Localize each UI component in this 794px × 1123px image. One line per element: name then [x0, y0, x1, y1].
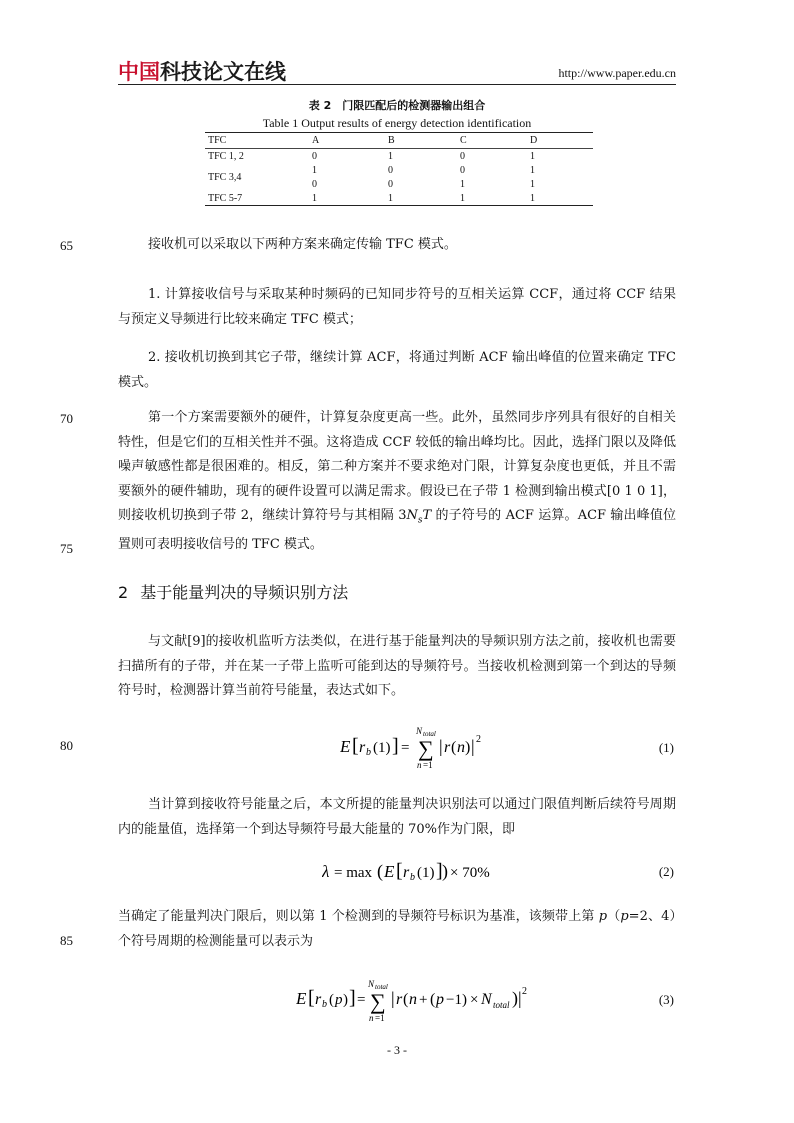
equation-2-formula — [322, 856, 492, 886]
table-cell: 0 — [388, 165, 393, 176]
svg-text:E: E — [340, 737, 351, 756]
header-rule — [118, 84, 676, 85]
table-header-cell: TFC — [208, 135, 227, 146]
svg-text:× 70%: × 70% — [450, 865, 490, 881]
svg-text:(: ( — [430, 991, 436, 1008]
paragraph: 当确定了能量判决门限后，则以第 1 个检测到的导频符号标识为基准，该频带上第 p（p=2、4）个符号周期的检测能量可以表示为 — [118, 909, 677, 949]
table-row — [205, 191, 593, 205]
paragraph: 1. 计算接收信号与采取某种时频码的已知同步符号的互相关运算 CCF，通过将 CCF 结果与预定义导频进行比较来确定 TFC 模式； — [118, 287, 676, 327]
line-number: 75 — [60, 541, 73, 556]
table-cell: 1 — [312, 193, 317, 204]
table-cell: 1 — [388, 193, 393, 204]
svg-text:−1): −1) — [446, 992, 467, 1008]
table-cell: 1 — [460, 179, 465, 190]
svg-text:r: r — [444, 739, 451, 756]
svg-text:b: b — [322, 999, 327, 1010]
svg-text:|: | — [391, 988, 395, 1008]
svg-text:p: p — [335, 992, 343, 1008]
equation-number: (3) — [658, 992, 674, 1007]
svg-text:E: E — [384, 862, 395, 881]
table-header-cell: C — [460, 135, 467, 146]
table-row-label: TFC 3,4 — [208, 172, 242, 183]
svg-text:): ) — [442, 861, 448, 881]
table-cell: 1 — [460, 193, 465, 204]
svg-text:=: = — [357, 992, 366, 1008]
svg-text:]: ] — [392, 735, 399, 757]
table-caption-cn: 表 2 门限匹配后的检测器输出组合 — [308, 99, 486, 112]
svg-text:r: r — [359, 739, 366, 756]
svg-text:2: 2 — [476, 734, 481, 745]
table-cell: 1 — [388, 151, 393, 162]
table-cell: 0 — [460, 165, 465, 176]
table-cell: 0 — [388, 179, 393, 190]
svg-text:|: | — [471, 736, 475, 756]
table-cell: 0 — [460, 151, 465, 162]
svg-text:n: n — [417, 760, 422, 770]
line-number: 70 — [60, 411, 73, 426]
table-header-cell: A — [312, 135, 320, 146]
svg-text:E: E — [296, 989, 307, 1008]
equation-1-formula — [340, 722, 520, 770]
table-cell: 1 — [530, 165, 535, 176]
paragraph: 2. 接收机切换到其它子带，继续计算 ACF，将通过判断 ACF 输出峰值的位置来确定 TFC 模式。 — [118, 350, 676, 390]
svg-text:=1: =1 — [423, 760, 433, 770]
svg-text:N: N — [481, 991, 492, 1008]
svg-text:r: r — [396, 991, 403, 1008]
svg-text:b: b — [410, 872, 415, 883]
svg-text:]: ] — [349, 987, 356, 1009]
svg-text:∑: ∑ — [370, 989, 386, 1014]
table-caption-en: Table 1 Output results of energy detection identification — [262, 116, 532, 130]
svg-text:(1): (1) — [417, 865, 435, 881]
svg-text:b: b — [366, 747, 371, 758]
svg-text:(: ( — [377, 861, 383, 881]
equation-number: (1) — [658, 740, 674, 755]
svg-text:r: r — [403, 864, 410, 881]
svg-text:n: n — [369, 1013, 374, 1023]
paragraph: 第一个方案需要额外的硬件，计算复杂度更高一些。此外，虽然同步序列具有很好的自相关特性，但是它们的互相关性并不强。这将造成 CCF 较低的输出峰均比。因此，选择门限以及降低噪声敏感性都是很困难的。相反，第二种方案并不要求绝对门限，计算复杂度也更低，并且不需要额外的硬件辅助，现有的硬件设置可以满足需求。假设已在子带 1 检测到输出模式[0 1 0 1]，则接收机切换到子带 2，继续计算符号与其相隔 $3N_sT$ 的子符号的 ACF 运算。ACF 输出峰值位置则可表明接收信号的 TFC 模式。 — [118, 410, 676, 553]
svg-text:=1: =1 — [375, 1013, 385, 1023]
table-header-cell: D — [530, 135, 538, 146]
equation-number: (2) — [658, 864, 674, 879]
svg-text:): ) — [343, 992, 348, 1008]
table-cell: 1 — [530, 193, 535, 204]
table-row-label: TFC 1, 2 — [208, 151, 244, 162]
svg-text:total: total — [423, 730, 436, 738]
results-table — [205, 132, 593, 206]
table-row — [205, 149, 593, 163]
journal-logo: 中国科技论文在线 — [118, 60, 286, 84]
svg-text:N: N — [416, 726, 423, 736]
paragraph: 当计算到接收符号能量之后，本文所提的能量判决识别法可以通过门限值判断后续符号周期内的能量值，选择第一个到达导频符号最大能量的 70%作为门限，即 — [118, 797, 676, 837]
table-cell: 0 — [312, 151, 317, 162]
svg-text:2: 2 — [522, 986, 527, 997]
header-url[interactable]: http://www.paper.edu.cn — [558, 66, 676, 80]
svg-text:+: + — [419, 992, 428, 1008]
svg-text:n: n — [409, 991, 417, 1008]
table-cell: 1 — [312, 165, 317, 176]
svg-text:[: [ — [308, 987, 315, 1009]
svg-text:]: ] — [436, 860, 443, 882]
svg-text:p: p — [436, 991, 444, 1008]
line-number: 85 — [60, 933, 73, 948]
line-number: 80 — [60, 738, 73, 753]
svg-text:): ) — [465, 739, 471, 756]
svg-text:)|: )| — [512, 988, 522, 1008]
svg-text:total: total — [375, 983, 388, 991]
table-cell: 1 — [530, 151, 535, 162]
table-cell: 0 — [312, 179, 317, 190]
svg-text:= max: = max — [334, 865, 373, 881]
svg-text:(: ( — [403, 991, 409, 1008]
line-number: 65 — [60, 238, 73, 253]
svg-text:r: r — [315, 991, 322, 1008]
svg-text:(: ( — [329, 992, 334, 1008]
svg-text:(1): (1) — [373, 740, 391, 756]
svg-text:n: n — [457, 739, 465, 756]
table-header-cell: B — [388, 135, 395, 146]
table-subrow — [205, 177, 593, 191]
table-header-row — [205, 133, 593, 149]
svg-text:∑: ∑ — [418, 736, 434, 761]
svg-text:[: [ — [396, 860, 403, 882]
svg-text:[: [ — [352, 735, 359, 757]
paragraph: 接收机可以采取以下两种方案来确定传输 TFC 模式。 — [148, 237, 457, 252]
svg-text:total: total — [493, 1000, 510, 1010]
svg-text:λ: λ — [322, 862, 330, 881]
paragraph: 与文献[9]的接收机监听方法类似，在进行基于能量判决的导频识别方法之前，接收机也需要扫描所有的子带，并在某一子带上监听可能到达的导频符号。当接收机检测到第一个到达的导频符号时，检测器计算当前符号能量，表达式如下。 — [118, 634, 676, 698]
table-subrow — [205, 163, 593, 177]
svg-text:=: = — [401, 740, 410, 756]
table-row-label: TFC 5-7 — [208, 193, 243, 204]
svg-text:|: | — [439, 736, 443, 756]
svg-text:N: N — [368, 979, 375, 989]
table-row — [205, 163, 593, 191]
equation-3-formula — [296, 976, 536, 1024]
svg-text:(: ( — [451, 739, 457, 756]
table-cell: 1 — [530, 179, 535, 190]
page-number: - 3 - — [387, 1043, 407, 1057]
section-heading: 2 基于能量判决的导频识别方法 — [118, 583, 349, 602]
svg-text:×: × — [470, 992, 479, 1008]
